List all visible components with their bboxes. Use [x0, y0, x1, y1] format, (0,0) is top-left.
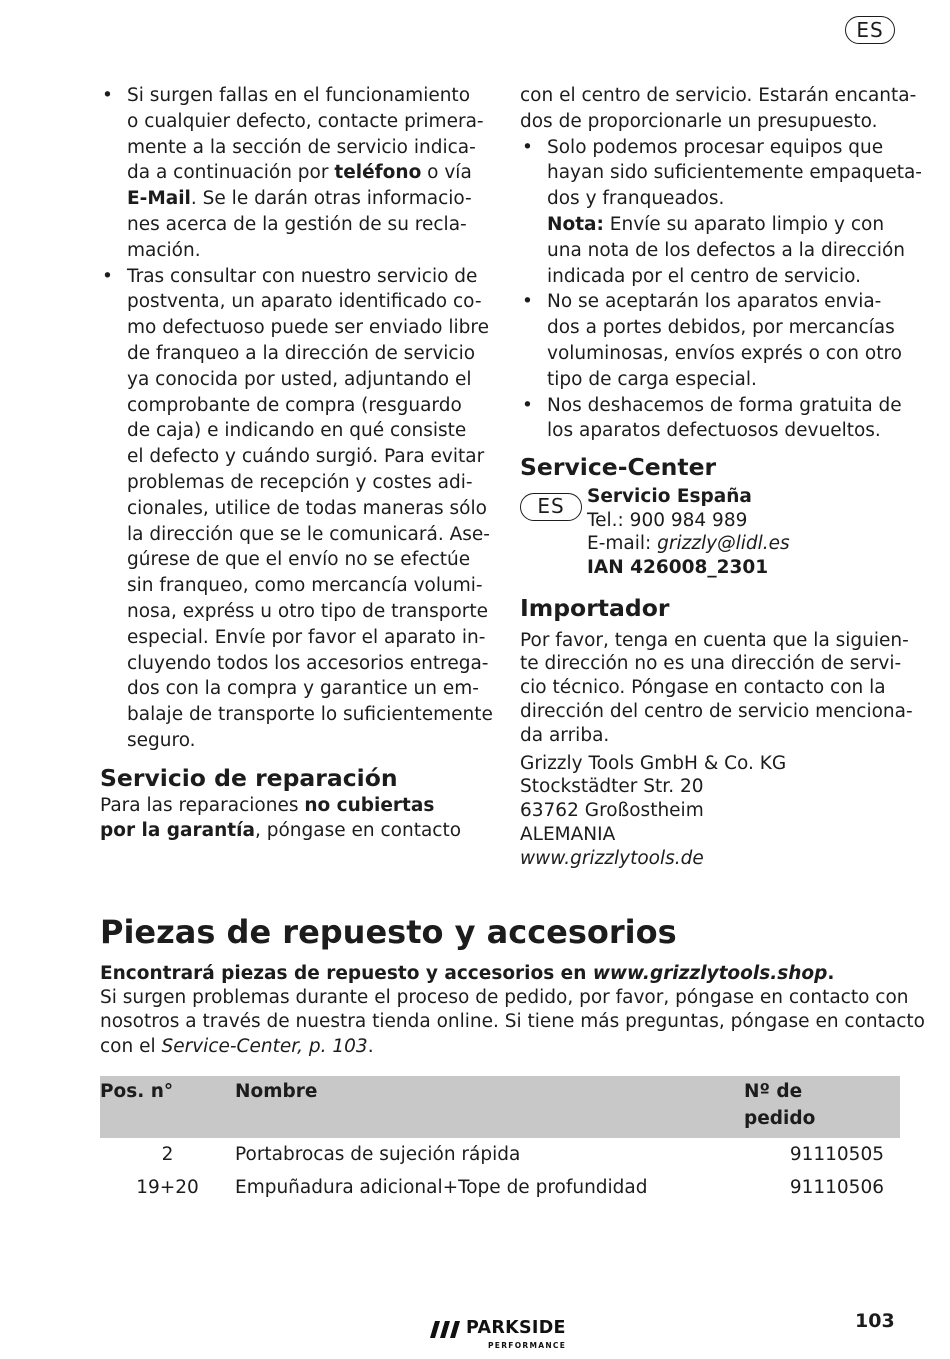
- service-contact: [520, 485, 905, 579]
- text-line: mación.: [127, 239, 201, 261]
- parts-intro: [100, 962, 925, 1059]
- cell-order-no: 91110505: [789, 1144, 884, 1165]
- text-line: comprobante de compra (resguardo: [127, 394, 462, 416]
- text-line: una nota de los defectos a la dirección: [547, 239, 906, 261]
- text-line: mo defectuoso puede ser enviado libre: [127, 317, 489, 339]
- col-header-name: Nombre: [235, 1076, 744, 1138]
- text-line: nosotros a través de nuestra tienda online. Si tiene más preguntas, póngase en contacto: [100, 1011, 925, 1033]
- page-number: 103: [855, 1310, 895, 1332]
- text-line: E-Mail. Se le darán otras informacio-: [127, 188, 472, 210]
- brand-subline: PERFORMANCE: [488, 1341, 567, 1350]
- text-line: cio técnico. Póngase en contacto con la: [520, 677, 886, 699]
- text-line: dirección del centro de servicio menciona-: [520, 700, 913, 722]
- text-line: problemas de recepción y costes adi-: [127, 471, 473, 493]
- text-line: • Solo podemos procesar equipos que: [547, 136, 884, 158]
- importer-heading: Importador: [520, 593, 670, 622]
- text-line: nosa, expréss u otro tipo de transporte: [127, 600, 489, 622]
- cell-order-no: 91110506: [789, 1177, 884, 1198]
- cell-pos: 19+20: [136, 1177, 199, 1198]
- text-line: dos con la compra y garantice un em-: [127, 678, 479, 700]
- parkside-logo: [430, 1318, 590, 1352]
- text-line: postventa, un aparato identificado co-: [127, 291, 482, 313]
- text-line: Si surgen problemas durante el proceso de pedido, por favor, póngase en contacto con: [100, 987, 909, 1009]
- street: Stockstädter Str. 20: [520, 776, 704, 798]
- text-line: voluminosas, envíos exprés o con otro: [547, 342, 902, 364]
- text-line: ya conocida por usted, adjuntando el: [127, 368, 472, 390]
- text-line: dos y franqueados.: [547, 188, 725, 210]
- cell-pos: 2: [161, 1144, 174, 1165]
- service-phone: Tel.: 900 984 989: [587, 509, 748, 531]
- phone-emphasis: teléfono: [334, 162, 422, 184]
- table-header-row: [100, 1076, 900, 1138]
- text-line: tipo de carga especial.: [547, 368, 757, 390]
- text-line: cluyendo todos los accesorios entrega-: [127, 652, 489, 674]
- text-line: la dirección que se le comunicará. Ase-: [127, 523, 490, 545]
- list-item: [520, 289, 905, 392]
- text-line: los aparatos defectuosos devueltos.: [547, 420, 881, 442]
- text-line: de caja) e indicando en qué consiste: [127, 420, 467, 442]
- left-bullet-list: [100, 83, 493, 754]
- left-column: [100, 83, 493, 844]
- company-name: Grizzly Tools GmbH & Co. KG: [520, 752, 787, 774]
- parts-table: [100, 1076, 900, 1204]
- importer-address: [520, 752, 905, 871]
- country-badge: ES: [520, 493, 582, 521]
- table-row: [100, 1138, 900, 1171]
- text-line: cionales, utilice de todas maneras sólo: [127, 497, 487, 519]
- parts-heading: Piezas de repuesto y accesorios: [100, 913, 677, 951]
- text-line: nes acerca de la gestión de su recla-: [127, 213, 467, 235]
- text-line: gúrese de que el envío no se efectúe: [127, 549, 471, 571]
- shop-link[interactable]: www.grizzlytools.shop: [592, 963, 828, 984]
- language-badge: ES: [845, 16, 895, 44]
- ian-number: IAN 426008_2301: [587, 556, 769, 578]
- country: ALEMANIA: [520, 823, 616, 845]
- text-line: • Tras consultar con nuestro servicio de: [127, 265, 478, 287]
- repair-heading: Servicio de reparación: [100, 763, 398, 792]
- text-line: sin franqueo, como mercancía volumi-: [127, 575, 483, 597]
- website-link[interactable]: www.grizzlytools.de: [520, 847, 704, 869]
- brand-name: PARKSIDE: [466, 1318, 566, 1338]
- text-line: hayan sido suficientemente empaqueta-: [547, 162, 922, 184]
- text-line: por la garantía, póngase en contacto: [100, 820, 462, 842]
- note-label: Nota:: [547, 213, 604, 235]
- right-column: [520, 83, 922, 871]
- text-line: de franqueo a la dirección de servicio: [127, 342, 476, 364]
- text-line: • Si surgen fallas en el funcionamiento: [127, 85, 471, 106]
- text-line: indicada por el centro de servicio.: [547, 265, 862, 287]
- logo-slashes-icon: [430, 1321, 462, 1338]
- text-line: mente a la sección de servicio indica-: [127, 136, 476, 158]
- right-bullet-list: [520, 135, 922, 445]
- text-line: da a continuación por teléfono o vía: [127, 162, 472, 184]
- text-line: con el centro de servicio. Estarán encanta-: [520, 85, 917, 106]
- list-item: [520, 135, 922, 290]
- text-line: o cualquier defecto, contacte primera-: [127, 110, 484, 132]
- text-line: dos a portes debidos, por mercancías: [547, 317, 895, 339]
- text-line: con el Service-Center, p. 103.: [100, 1035, 374, 1057]
- city: 63762 Großostheim: [520, 800, 704, 822]
- service-center-heading: Service-Center: [520, 453, 717, 482]
- service-center-ref: Service-Center, p. 103: [161, 1035, 368, 1057]
- text-line: da arriba.: [520, 724, 610, 746]
- text-line: Por favor, tenga en cuenta que la siguien-: [520, 629, 909, 651]
- text-line: te dirección no es una dirección de servi-: [520, 653, 902, 675]
- importer-text: [520, 629, 913, 748]
- service-name: Servicio España: [587, 486, 752, 508]
- text-line: • No se aceptarán los aparatos envia-: [547, 291, 882, 313]
- cell-name: Empuñadura adicional+Tope de profundidad: [235, 1177, 648, 1198]
- text-line: balaje de transporte lo suficientemente: [127, 704, 493, 726]
- text-line: Nota: Envíe su aparato limpio y con: [547, 213, 885, 235]
- list-item: [520, 393, 905, 445]
- text-line: especial. Envíe por favor el aparato in-: [127, 626, 486, 648]
- text-line: el defecto y cuándo surgió. Para evitar: [127, 446, 485, 468]
- list-item: [100, 264, 493, 754]
- text-line: dos de proporcionarle un presupuesto.: [520, 110, 878, 132]
- service-email-link[interactable]: grizzly@lidl.es: [657, 533, 790, 555]
- text-line: Encontrará piezas de repuesto y accesorios en www.grizzlytools.shop.: [100, 963, 835, 984]
- col-header-pos: Pos. n°: [100, 1076, 235, 1138]
- text-line: Para las reparaciones no cubiertas: [100, 794, 435, 816]
- text-line: seguro.: [127, 729, 196, 751]
- list-item: [100, 83, 484, 264]
- col-header-order-no: Nº de pedido: [744, 1076, 900, 1138]
- email-emphasis: E-Mail: [127, 188, 191, 210]
- table-row: [100, 1171, 900, 1204]
- service-email-line: E-mail: grizzly@lidl.es: [587, 533, 790, 555]
- text-line: • Nos deshacemos de forma gratuita de: [547, 394, 902, 416]
- cell-name: Portabrocas de sujeción rápida: [235, 1144, 521, 1165]
- repair-text: [100, 793, 480, 844]
